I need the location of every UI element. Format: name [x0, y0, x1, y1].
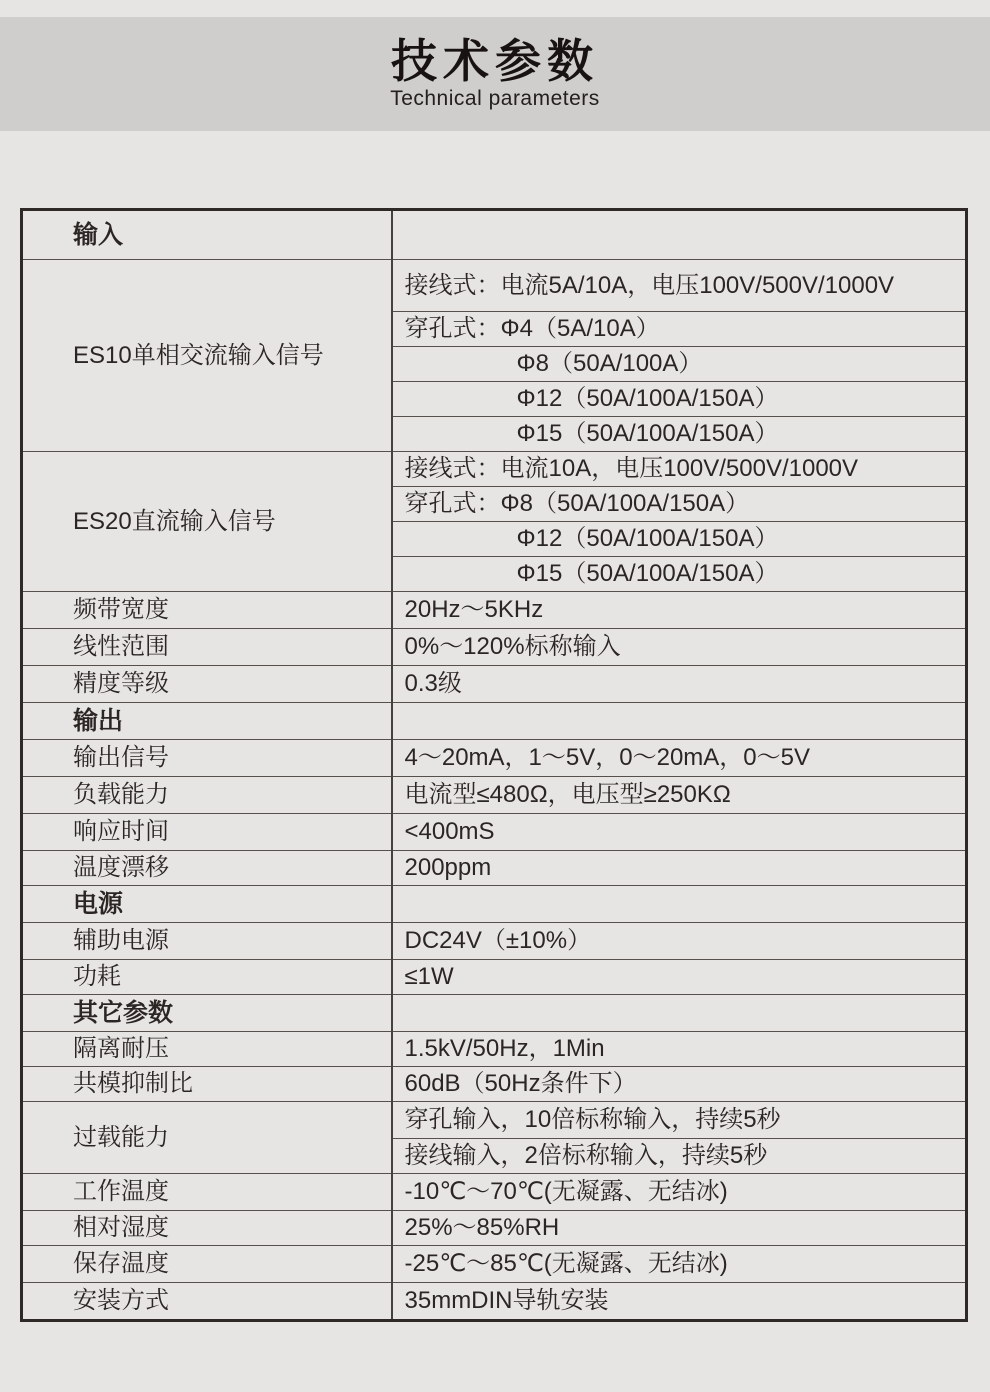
- row-value-mounting: 35mmDIN导轨安装: [392, 1283, 967, 1321]
- row-label-storage-temp: 保存温度: [22, 1246, 392, 1283]
- row-value-es20-wired: 接线式：电流10A，电压100V/500V/1000V: [392, 452, 967, 487]
- row-value-overload-hole: 穿孔输入，10倍标称输入，持续5秒: [392, 1102, 967, 1139]
- table-row-power-section: [22, 886, 967, 923]
- row-label-linear-range: 线性范围: [22, 629, 392, 666]
- table-row-storage-temp: [22, 1246, 967, 1283]
- row-label-overload: 过载能力: [22, 1102, 392, 1174]
- row-label-accuracy: 精度等级: [22, 666, 392, 703]
- table-row-mounting: [22, 1283, 967, 1321]
- section-value-empty: [392, 210, 967, 260]
- table-row-cmrr: [22, 1067, 967, 1102]
- table-row-es20: [22, 452, 967, 487]
- section-label-other: 其它参数: [22, 995, 392, 1032]
- page-subtitle: Technical parameters: [390, 87, 600, 111]
- section-label-input: 输入: [22, 210, 392, 260]
- section-label-output: 输出: [22, 703, 392, 740]
- row-label-cmrr: 共模抑制比: [22, 1067, 392, 1102]
- row-value-es10-wired: 接线式：电流5A/10A，电压100V/500V/1000V: [392, 260, 967, 312]
- table-row-temp-drift: [22, 851, 967, 886]
- row-label-bandwidth: 频带宽度: [22, 592, 392, 629]
- row-label-mounting: 安装方式: [22, 1283, 392, 1321]
- section-value-empty: [392, 886, 967, 923]
- row-value-bandwidth: 20Hz～5KHz: [392, 592, 967, 629]
- row-label-humidity: 相对湿度: [22, 1211, 392, 1246]
- row-label-es20-dc-input: ES20直流输入信号: [22, 452, 392, 592]
- table-row-overload: [22, 1102, 967, 1139]
- row-value-es20-hole-phi15: Φ15（50A/100A/150A）: [392, 557, 967, 592]
- table-row-other-section: [22, 995, 967, 1032]
- row-value-temp-drift: 200ppm: [392, 851, 967, 886]
- row-value-accuracy: 0.3级: [392, 666, 967, 703]
- row-label-output-signal: 输出信号: [22, 740, 392, 777]
- row-value-es10-hole-phi8: Φ8（50A/100A）: [392, 347, 967, 382]
- row-label-temp-drift: 温度漂移: [22, 851, 392, 886]
- row-value-overload-wired: 接线输入，2倍标称输入，持续5秒: [392, 1139, 967, 1174]
- top-margin-strip: [0, 0, 990, 17]
- table-row-isolation: [22, 1032, 967, 1067]
- row-label-power-consumption: 功耗: [22, 960, 392, 995]
- table-row-output-section: [22, 703, 967, 740]
- row-value-cmrr: 60dB（50Hz条件下）: [392, 1067, 967, 1102]
- table-row-humidity: [22, 1211, 967, 1246]
- row-label-response-time: 响应时间: [22, 814, 392, 851]
- table-row-output-signal: [22, 740, 967, 777]
- row-value-isolation: 1.5kV/50Hz，1Min: [392, 1032, 967, 1067]
- table-row-working-temp: [22, 1174, 967, 1211]
- row-value-storage-temp: -25℃～85℃(无凝露、无结冰): [392, 1246, 967, 1283]
- row-value-es10-hole-phi4: 穿孔式：Φ4（5A/10A）: [392, 312, 967, 347]
- row-label-load-capacity: 负载能力: [22, 777, 392, 814]
- row-label-working-temp: 工作温度: [22, 1174, 392, 1211]
- table-row-input-section: [22, 210, 967, 260]
- row-value-aux-power: DC24V（±10%）: [392, 923, 967, 960]
- row-value-es20-hole-phi8: 穿孔式：Φ8（50A/100A/150A）: [392, 487, 967, 522]
- table-row-aux-power: [22, 923, 967, 960]
- section-label-power: 电源: [22, 886, 392, 923]
- row-value-linear-range: 0%～120%标称输入: [392, 629, 967, 666]
- table-row-linear-range: [22, 629, 967, 666]
- row-value-es10-hole-phi15: Φ15（50A/100A/150A）: [392, 417, 967, 452]
- section-value-empty: [392, 703, 967, 740]
- table-row-power-consumption: [22, 960, 967, 995]
- spec-table: [20, 208, 968, 1322]
- row-label-es10-ac-input: ES10单相交流输入信号: [22, 260, 392, 452]
- row-value-working-temp: -10℃～70℃(无凝露、无结冰): [392, 1174, 967, 1211]
- table-row-bandwidth: [22, 592, 967, 629]
- row-value-output-signal: 4～20mA，1～5V，0～20mA，0～5V: [392, 740, 967, 777]
- table-row-response-time: [22, 814, 967, 851]
- row-value-es20-hole-phi12: Φ12（50A/100A/150A）: [392, 522, 967, 557]
- title-band: [0, 17, 990, 131]
- table-row-es10: [22, 260, 967, 312]
- section-value-empty: [392, 995, 967, 1032]
- row-value-power-consumption: ≤1W: [392, 960, 967, 995]
- table-row-accuracy: [22, 666, 967, 703]
- page-title: 技术参数: [391, 34, 599, 87]
- row-value-es10-hole-phi12: Φ12（50A/100A/150A）: [392, 382, 967, 417]
- row-label-isolation: 隔离耐压: [22, 1032, 392, 1067]
- row-value-response-time: <400mS: [392, 814, 967, 851]
- row-value-humidity: 25%～85%RH: [392, 1211, 967, 1246]
- row-label-aux-power: 辅助电源: [22, 923, 392, 960]
- row-value-load-capacity: 电流型≤480Ω，电压型≥250KΩ: [392, 777, 967, 814]
- table-row-load-capacity: [22, 777, 967, 814]
